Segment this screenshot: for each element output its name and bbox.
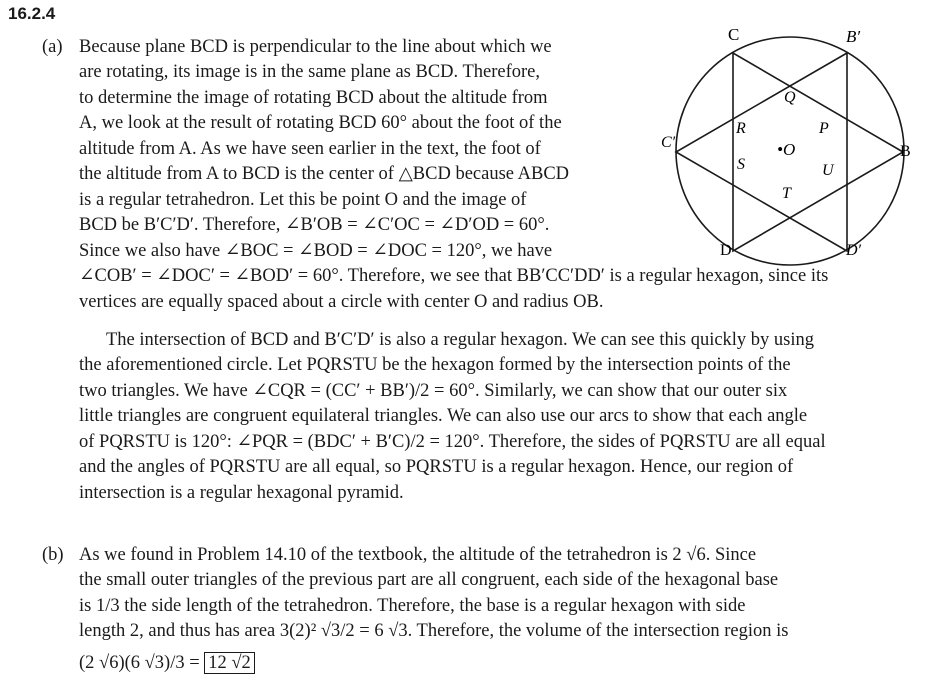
label-d: D xyxy=(720,242,732,259)
part-a-line: Because plane BCD is perpendicular to the line about which we xyxy=(79,37,552,57)
label-c: C xyxy=(728,25,740,44)
part-b-line: the small outer triangles of the previous part are all congruent, each side of the hexagonal base xyxy=(79,570,779,590)
part-a-line: A, we look at the result of rotating BCD 60° about the foot of the xyxy=(79,113,562,133)
part-a-line: is a regular tetrahedron. Let this be point O and the image of xyxy=(79,190,527,210)
part-b-line: As we found in Problem 14.10 of the textbook, the altitude of the tetrahedron is 2 √6. Since xyxy=(79,545,757,565)
part-a-para2-line: the aforementioned circle. Let PQRSTU be the hexagon formed by the intersection points of the xyxy=(79,355,791,375)
label-b-prime: B′ xyxy=(846,27,861,46)
part-a-line: ∠COB′ = ∠DOC′ = ∠BOD′ = 60°. Therefore, we see that BB′CC′DD′ is a regular hexagon, since its xyxy=(79,266,829,286)
part-a-line: vertices are equally spaced about a circle with center O and radius OB. xyxy=(79,292,604,312)
part-a-para2-line: two triangles. We have ∠CQR = (CC′ + BB′)/2 = 60°. Similarly, we can show that our outer six xyxy=(79,381,788,401)
part-b-label: (b) xyxy=(42,545,64,565)
part-a-para2-line: The intersection of BCD and B′C′D′ is also a regular hexagon. We can see this quickly by using xyxy=(106,330,815,350)
part-a-line: to determine the image of rotating BCD about the altitude from xyxy=(79,88,548,108)
label-d-prime: D′ xyxy=(846,242,862,259)
part-b-line: is 1/3 the side length of the tetrahedron. Therefore, the base is a regular hexagon with side xyxy=(79,596,746,616)
label-r: R xyxy=(736,120,746,137)
final-answer-box: 12 √2 xyxy=(204,652,255,674)
label-q: Q xyxy=(784,89,796,106)
part-a-line: BCD be B′C′D′. Therefore, ∠B′OB = ∠C′OC = ∠D′OD = 60°. xyxy=(79,215,550,235)
label-p: P xyxy=(819,120,829,137)
hexagon-diagram xyxy=(660,20,920,282)
part-a-line: are rotating, its image is in the same plane as BCD. Therefore, xyxy=(79,62,540,82)
label-u: U xyxy=(822,162,834,179)
part-b-line: length 2, and thus has area 3(2)² √3/2 = 6 √3. Therefore, the volume of the intersection region is xyxy=(79,621,789,641)
part-b-final-line xyxy=(79,651,255,675)
part-a-para2-line: and the angles of PQRSTU are all equal, so PQRSTU is a regular hexagon. Hence, our region of xyxy=(79,457,794,477)
part-a-line: the altitude from A to BCD is the center of △BCD because ABCD xyxy=(79,164,570,184)
triangle-bcd xyxy=(733,53,903,251)
part-a-line: Since we also have ∠BOC = ∠BOD = ∠DOC = 120°, we have xyxy=(79,241,553,261)
label-o: •O xyxy=(777,140,796,159)
part-a-para2-line: of PQRSTU is 120°: ∠PQR = (BDC′ + B′C)/2 = 120°. Therefore, the sides of PQRSTU are all equal xyxy=(79,432,826,452)
label-b: B xyxy=(900,143,911,160)
volume-expression: (2 √6)(6 √3)/3 = xyxy=(79,653,205,673)
part-a-para2-line: intersection is a regular hexagonal pyramid. xyxy=(79,483,404,503)
part-a-label: (a) xyxy=(42,37,63,57)
label-c-prime: C′ xyxy=(661,134,676,151)
part-a-para2-line: little triangles are congruent equilateral triangles. We can also use our arcs to show that each angle xyxy=(79,406,808,426)
triangle-b-prime-c-prime-d-prime xyxy=(676,53,847,251)
label-s: S xyxy=(737,156,745,173)
part-a-line: altitude from A. As we have seen earlier in the text, the foot of xyxy=(79,139,541,159)
problem-heading: 16.2.4 xyxy=(8,4,56,23)
label-t: T xyxy=(782,185,791,202)
